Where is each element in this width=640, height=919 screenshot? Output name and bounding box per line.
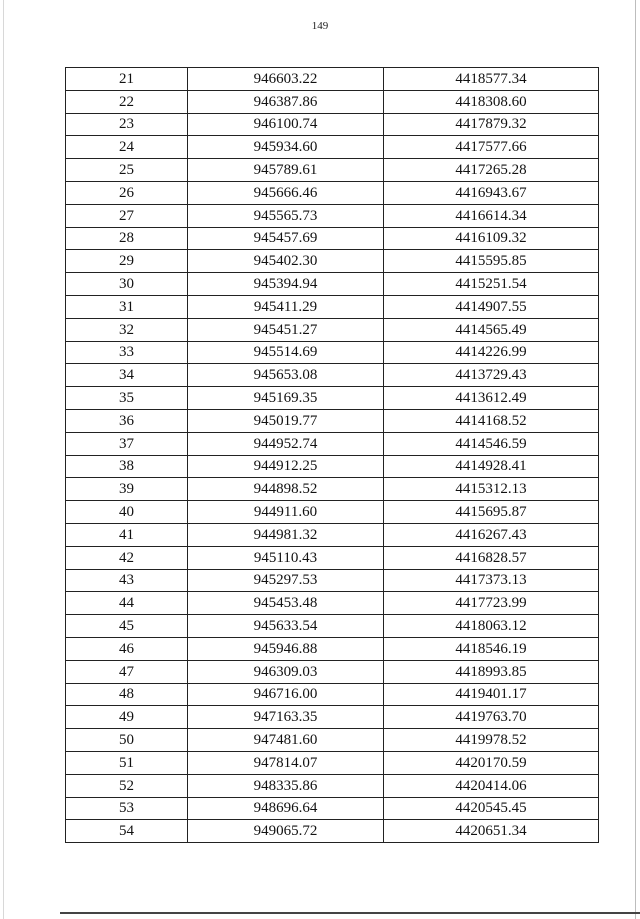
x-coordinate-cell: 945789.61	[188, 159, 384, 182]
point-number-cell: 50	[66, 729, 188, 752]
y-coordinate-cell: 4419763.70	[384, 706, 599, 729]
x-coordinate-cell: 945457.69	[188, 227, 384, 250]
y-coordinate-cell: 4419401.17	[384, 683, 599, 706]
coordinate-table-body	[66, 68, 599, 843]
point-number-cell: 51	[66, 751, 188, 774]
table-row	[66, 706, 599, 729]
y-coordinate-cell: 4418063.12	[384, 615, 599, 638]
y-coordinate-cell: 4417723.99	[384, 592, 599, 615]
y-coordinate-cell: 4418577.34	[384, 68, 599, 91]
x-coordinate-cell: 947163.35	[188, 706, 384, 729]
table-row	[66, 660, 599, 683]
table-row	[66, 592, 599, 615]
table-row	[66, 683, 599, 706]
table-row	[66, 318, 599, 341]
table-row	[66, 523, 599, 546]
point-number-cell: 44	[66, 592, 188, 615]
table-row	[66, 204, 599, 227]
y-coordinate-cell: 4418546.19	[384, 637, 599, 660]
table-row	[66, 295, 599, 318]
point-number-cell: 34	[66, 364, 188, 387]
y-coordinate-cell: 4414928.41	[384, 455, 599, 478]
table-row	[66, 820, 599, 843]
point-number-cell: 40	[66, 501, 188, 524]
table-row	[66, 90, 599, 113]
table-row	[66, 387, 599, 410]
y-coordinate-cell: 4414565.49	[384, 318, 599, 341]
table-row	[66, 729, 599, 752]
table-row	[66, 432, 599, 455]
y-coordinate-cell: 4418993.85	[384, 660, 599, 683]
page-number: 149	[311, 20, 329, 32]
point-number-cell: 24	[66, 136, 188, 159]
point-number-cell: 30	[66, 273, 188, 296]
y-coordinate-cell: 4420170.59	[384, 751, 599, 774]
y-coordinate-cell: 4416828.57	[384, 546, 599, 569]
x-coordinate-cell: 944912.25	[188, 455, 384, 478]
x-coordinate-cell: 945934.60	[188, 136, 384, 159]
x-coordinate-cell: 946716.00	[188, 683, 384, 706]
point-number-cell: 54	[66, 820, 188, 843]
y-coordinate-cell: 4416614.34	[384, 204, 599, 227]
y-coordinate-cell: 4420545.45	[384, 797, 599, 820]
y-coordinate-cell: 4414168.52	[384, 409, 599, 432]
scan-edge-bottom	[60, 912, 640, 914]
y-coordinate-cell: 4416943.67	[384, 181, 599, 204]
y-coordinate-cell: 4415251.54	[384, 273, 599, 296]
point-number-cell: 52	[66, 774, 188, 797]
y-coordinate-cell: 4415312.13	[384, 478, 599, 501]
y-coordinate-cell: 4417577.66	[384, 136, 599, 159]
y-coordinate-cell: 4418308.60	[384, 90, 599, 113]
point-number-cell: 49	[66, 706, 188, 729]
x-coordinate-cell: 947481.60	[188, 729, 384, 752]
y-coordinate-cell: 4417265.28	[384, 159, 599, 182]
point-number-cell: 35	[66, 387, 188, 410]
table-row	[66, 409, 599, 432]
x-coordinate-cell: 944952.74	[188, 432, 384, 455]
x-coordinate-cell: 945565.73	[188, 204, 384, 227]
y-coordinate-cell: 4415695.87	[384, 501, 599, 524]
x-coordinate-cell: 945514.69	[188, 341, 384, 364]
point-number-cell: 48	[66, 683, 188, 706]
point-number-cell: 25	[66, 159, 188, 182]
point-number-cell: 26	[66, 181, 188, 204]
point-number-cell: 53	[66, 797, 188, 820]
table-row	[66, 227, 599, 250]
x-coordinate-cell: 944981.32	[188, 523, 384, 546]
x-coordinate-cell: 946100.74	[188, 113, 384, 136]
point-number-cell: 23	[66, 113, 188, 136]
table-row	[66, 181, 599, 204]
point-number-cell: 33	[66, 341, 188, 364]
scan-edge-left	[3, 0, 4, 919]
y-coordinate-cell: 4417879.32	[384, 113, 599, 136]
table-row	[66, 615, 599, 638]
y-coordinate-cell: 4415595.85	[384, 250, 599, 273]
point-number-cell: 29	[66, 250, 188, 273]
point-number-cell: 39	[66, 478, 188, 501]
y-coordinate-cell: 4416109.32	[384, 227, 599, 250]
point-number-cell: 46	[66, 637, 188, 660]
x-coordinate-cell: 945402.30	[188, 250, 384, 273]
point-number-cell: 21	[66, 68, 188, 91]
x-coordinate-cell: 947814.07	[188, 751, 384, 774]
table-row	[66, 546, 599, 569]
table-row	[66, 455, 599, 478]
x-coordinate-cell: 948696.64	[188, 797, 384, 820]
point-number-cell: 45	[66, 615, 188, 638]
y-coordinate-cell: 4414226.99	[384, 341, 599, 364]
y-coordinate-cell: 4416267.43	[384, 523, 599, 546]
table-row	[66, 637, 599, 660]
x-coordinate-cell: 945451.27	[188, 318, 384, 341]
point-number-cell: 42	[66, 546, 188, 569]
x-coordinate-cell: 944898.52	[188, 478, 384, 501]
point-number-cell: 38	[66, 455, 188, 478]
point-number-cell: 32	[66, 318, 188, 341]
point-number-cell: 41	[66, 523, 188, 546]
y-coordinate-cell: 4419978.52	[384, 729, 599, 752]
table-row	[66, 250, 599, 273]
y-coordinate-cell: 4413729.43	[384, 364, 599, 387]
x-coordinate-cell: 946603.22	[188, 68, 384, 91]
table-row	[66, 159, 599, 182]
table-row	[66, 774, 599, 797]
point-number-cell: 37	[66, 432, 188, 455]
x-coordinate-cell: 945169.35	[188, 387, 384, 410]
x-coordinate-cell: 945411.29	[188, 295, 384, 318]
table-row	[66, 341, 599, 364]
y-coordinate-cell: 4417373.13	[384, 569, 599, 592]
x-coordinate-cell: 945946.88	[188, 637, 384, 660]
x-coordinate-cell: 945019.77	[188, 409, 384, 432]
x-coordinate-cell: 948335.86	[188, 774, 384, 797]
table-row	[66, 478, 599, 501]
point-number-cell: 47	[66, 660, 188, 683]
coordinate-table	[65, 67, 599, 843]
scan-edge-right	[635, 0, 636, 919]
x-coordinate-cell: 946309.03	[188, 660, 384, 683]
y-coordinate-cell: 4413612.49	[384, 387, 599, 410]
table-row	[66, 751, 599, 774]
x-coordinate-cell: 945394.94	[188, 273, 384, 296]
x-coordinate-cell: 945633.54	[188, 615, 384, 638]
x-coordinate-cell: 949065.72	[188, 820, 384, 843]
table-row	[66, 273, 599, 296]
x-coordinate-cell: 944911.60	[188, 501, 384, 524]
x-coordinate-cell: 945653.08	[188, 364, 384, 387]
point-number-cell: 22	[66, 90, 188, 113]
y-coordinate-cell: 4420651.34	[384, 820, 599, 843]
point-number-cell: 36	[66, 409, 188, 432]
x-coordinate-cell: 945453.48	[188, 592, 384, 615]
y-coordinate-cell: 4414546.59	[384, 432, 599, 455]
point-number-cell: 27	[66, 204, 188, 227]
point-number-cell: 43	[66, 569, 188, 592]
x-coordinate-cell: 946387.86	[188, 90, 384, 113]
x-coordinate-cell: 945666.46	[188, 181, 384, 204]
x-coordinate-cell: 945297.53	[188, 569, 384, 592]
table-row	[66, 501, 599, 524]
point-number-cell: 31	[66, 295, 188, 318]
table-row	[66, 68, 599, 91]
table-row	[66, 569, 599, 592]
table-row	[66, 797, 599, 820]
table-row	[66, 136, 599, 159]
y-coordinate-cell: 4414907.55	[384, 295, 599, 318]
point-number-cell: 28	[66, 227, 188, 250]
table-row	[66, 113, 599, 136]
x-coordinate-cell: 945110.43	[188, 546, 384, 569]
table-row	[66, 364, 599, 387]
y-coordinate-cell: 4420414.06	[384, 774, 599, 797]
